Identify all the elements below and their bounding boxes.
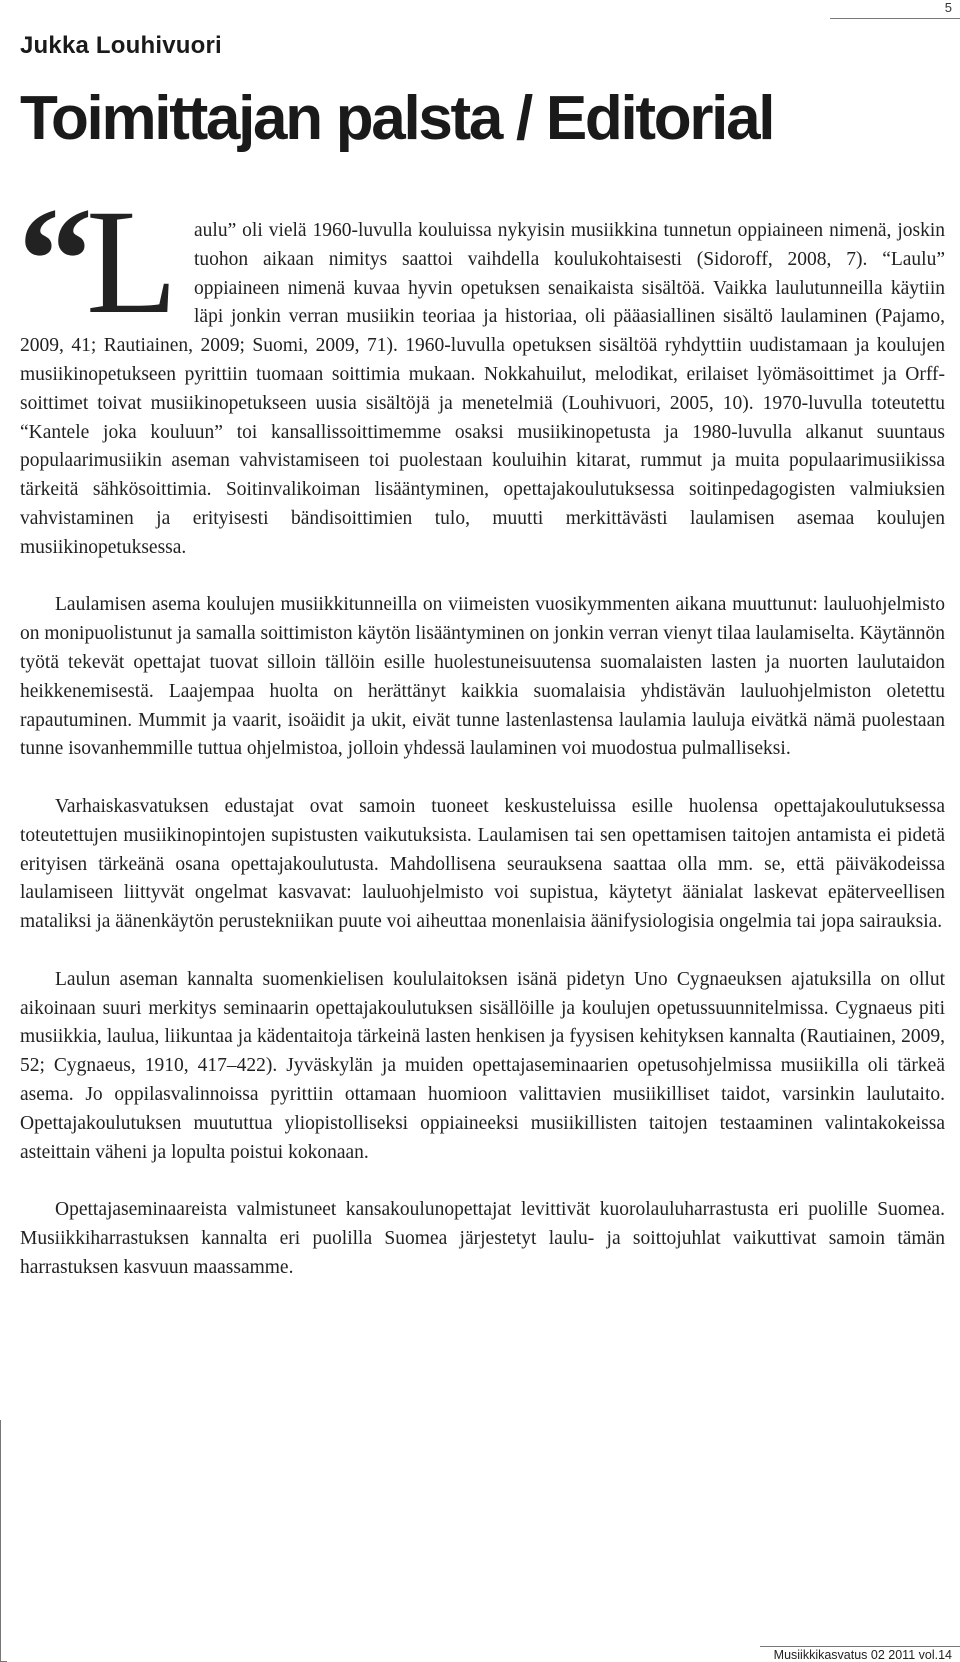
- margin-bracket: [0, 1420, 7, 1662]
- author-name: Jukka Louhivuori: [20, 32, 222, 59]
- journal-footer: Musiikkikasvatus 02 2011 vol.14: [773, 1648, 952, 1662]
- drop-cap: [18, 177, 186, 345]
- paragraph-2: Laulamisen asema koulujen musiikkitunneilla on viimeisten vuosikymmenten aikana muuttunut: lauluohjelmisto on monipuolistunut ja samalla soittimiston käytön lisääntyminen on jonkin verran vienyt tilaa laulamiselta. Käytännön työtä tekevät opettajat tuovat silloin tällöin esille huolestuneisuutensa suomalaisten lasten ja nuorten laulutaidon heikkenemisestä. Laajempaa huolta on herättänyt kaikkia suomalaisia yhdistävän lauluohjelmiston oletettu rapautuminen. Mummit ja vaarit, isoäidit ja ukit, eivät tunne lastenlastensa laulamia lauluja eivätkä nämä puolestaan tunne isovanhemmille tuttua ohjelmistoa, jolloin yhdessä laulaminen voi muodostua pulmalliseksi.: [20, 594, 946, 760]
- paragraph-1: [18, 177, 945, 563]
- drop-cap-letter: L: [86, 179, 178, 345]
- paragraph-3: Varhaiskasvatuksen edustajat ovat samoin tuoneet keskusteluissa esille huolensa opettajakoulutuksessa toteutettujen musiikinopintojen supistusten vaikutuksista. Laulamisen tai sen opettamisen taitojen antamista ei pidetä erityisen tärkeänä osana opettajakoulutusta. Mahdollisena seurauksena saattaa olla mm. se, että päiväkodeissa laulamiseen liittyvät ongelmat kasvavat: lauluohjelmisto voi supistua, käytetyt äänialat laskevat epäterveellisen mataliksi ja äänenkäytön perustekniikan puute voi aiheuttaa monenlaisia äänifysiologisia ongelmia tai jopa sairauksia.: [20, 795, 945, 933]
- footer-rule: [760, 1646, 960, 1647]
- drop-cap-quote-mark: “: [18, 177, 93, 343]
- header-rule: [830, 18, 960, 19]
- page-title: Toimittajan palsta / Editorial: [20, 84, 774, 153]
- page-number: 5: [944, 0, 952, 15]
- paragraph-4: Laulun aseman kannalta suomenkielisen koululaitoksen isänä pidetyn Uno Cygnaeuksen ajatuksilla on ollut aikoinaan suuri merkitys seminaarin opettajakoulutuksen sisällöille ja koulujen opetussuunnitelmissa. Cygnaeus piti musiikkia, laulua, liikuntaa ja kädentaitoja tärkeinä lasten henkisen ja fyysisen kehityksen kannalta (Rautiainen, 2009, 52; Cygnaeus, 1910, 417–422). Jyväskylän ja muiden opettajaseminaarien opetusohjelmissa musiikilla oli tärkeä asema. Jo oppilasvalinnoissa pyrittiin ottamaan huomioon valittavien musiikilliset taidot, varsinkin laulutaito. Opettajakoulutuksen muututtua yliopistolliseksi oppiaineeksi musiikillisten taitojen testaaminen valintakokeissa asteittain väheni ja lopulta poistui kokonaan.: [20, 968, 945, 1163]
- paragraph-5: Opettajaseminaareista valmistuneet kansakoulunopettajat levittivät kuorolauluharrastusta eri puolille Suomea. Musiikkiharrastuksen kannalta eri puolilla Suomea järjestetyt laulu- ja soittojuhlat vaikuttivat samoin tämän harrastuksen kasvuun maassamme.: [20, 1199, 945, 1278]
- paragraph-1-text: aulu” oli vielä 1960-luvulla kouluissa nykyisin musiikkina tunnetun oppiaineen nimenä, joskin tuohon aikaan nimitys saattoi vaihdella koulukohtaisesti (Sidoroff, 2008, 7). “Laulu” oppiaineen nimenä kuvaa hyvin opetuksen senaikaista sisältöä. Vaikka laulutunneilla käytiin läpi jonkin verran musiikin teoriaa ja historiaa, oli pääasiallinen sisältö laulaminen (Pajamo, 2009, 41; Rautiainen, 2009; Suomi, 2009, 71). 1960-luvulla opetuksen sisältöä ryhdyttiin uudistamaan ja koulujen musiikinopetukseen pyrittiin tuomaan soittimia mukaan. Nokkahuilut, melodikat, erilaiset lyömäsoittimet ja Orff-soittimet toivat musiikinopetukseen uusia sisältöjä ja menetelmiä (Louhivuori, 2005, 10). 1970-luvulla toteutettu “Kantele joka kouluun” toi kansallissoittimemme osaksi musiikinopetusta ja 1980-luvulla alkanut suuntaus populaarimusiikin aseman vahvistamiseen toi puolestaan kouluihin kitarat, rummut ja muita populaarimusiikissa tärkeitä sähkösoittimia. Soitinvalikoiman lisääntyminen, opettajakoulutuksessa soitinpedagogisten valmiuksien vahvistaminen ja erityisesti bändisoittimien tulo, muutti merkittävästi laulamisen asemaa koulujen musiikinopetuksessa.: [20, 220, 945, 558]
- article-body: [18, 177, 946, 1311]
